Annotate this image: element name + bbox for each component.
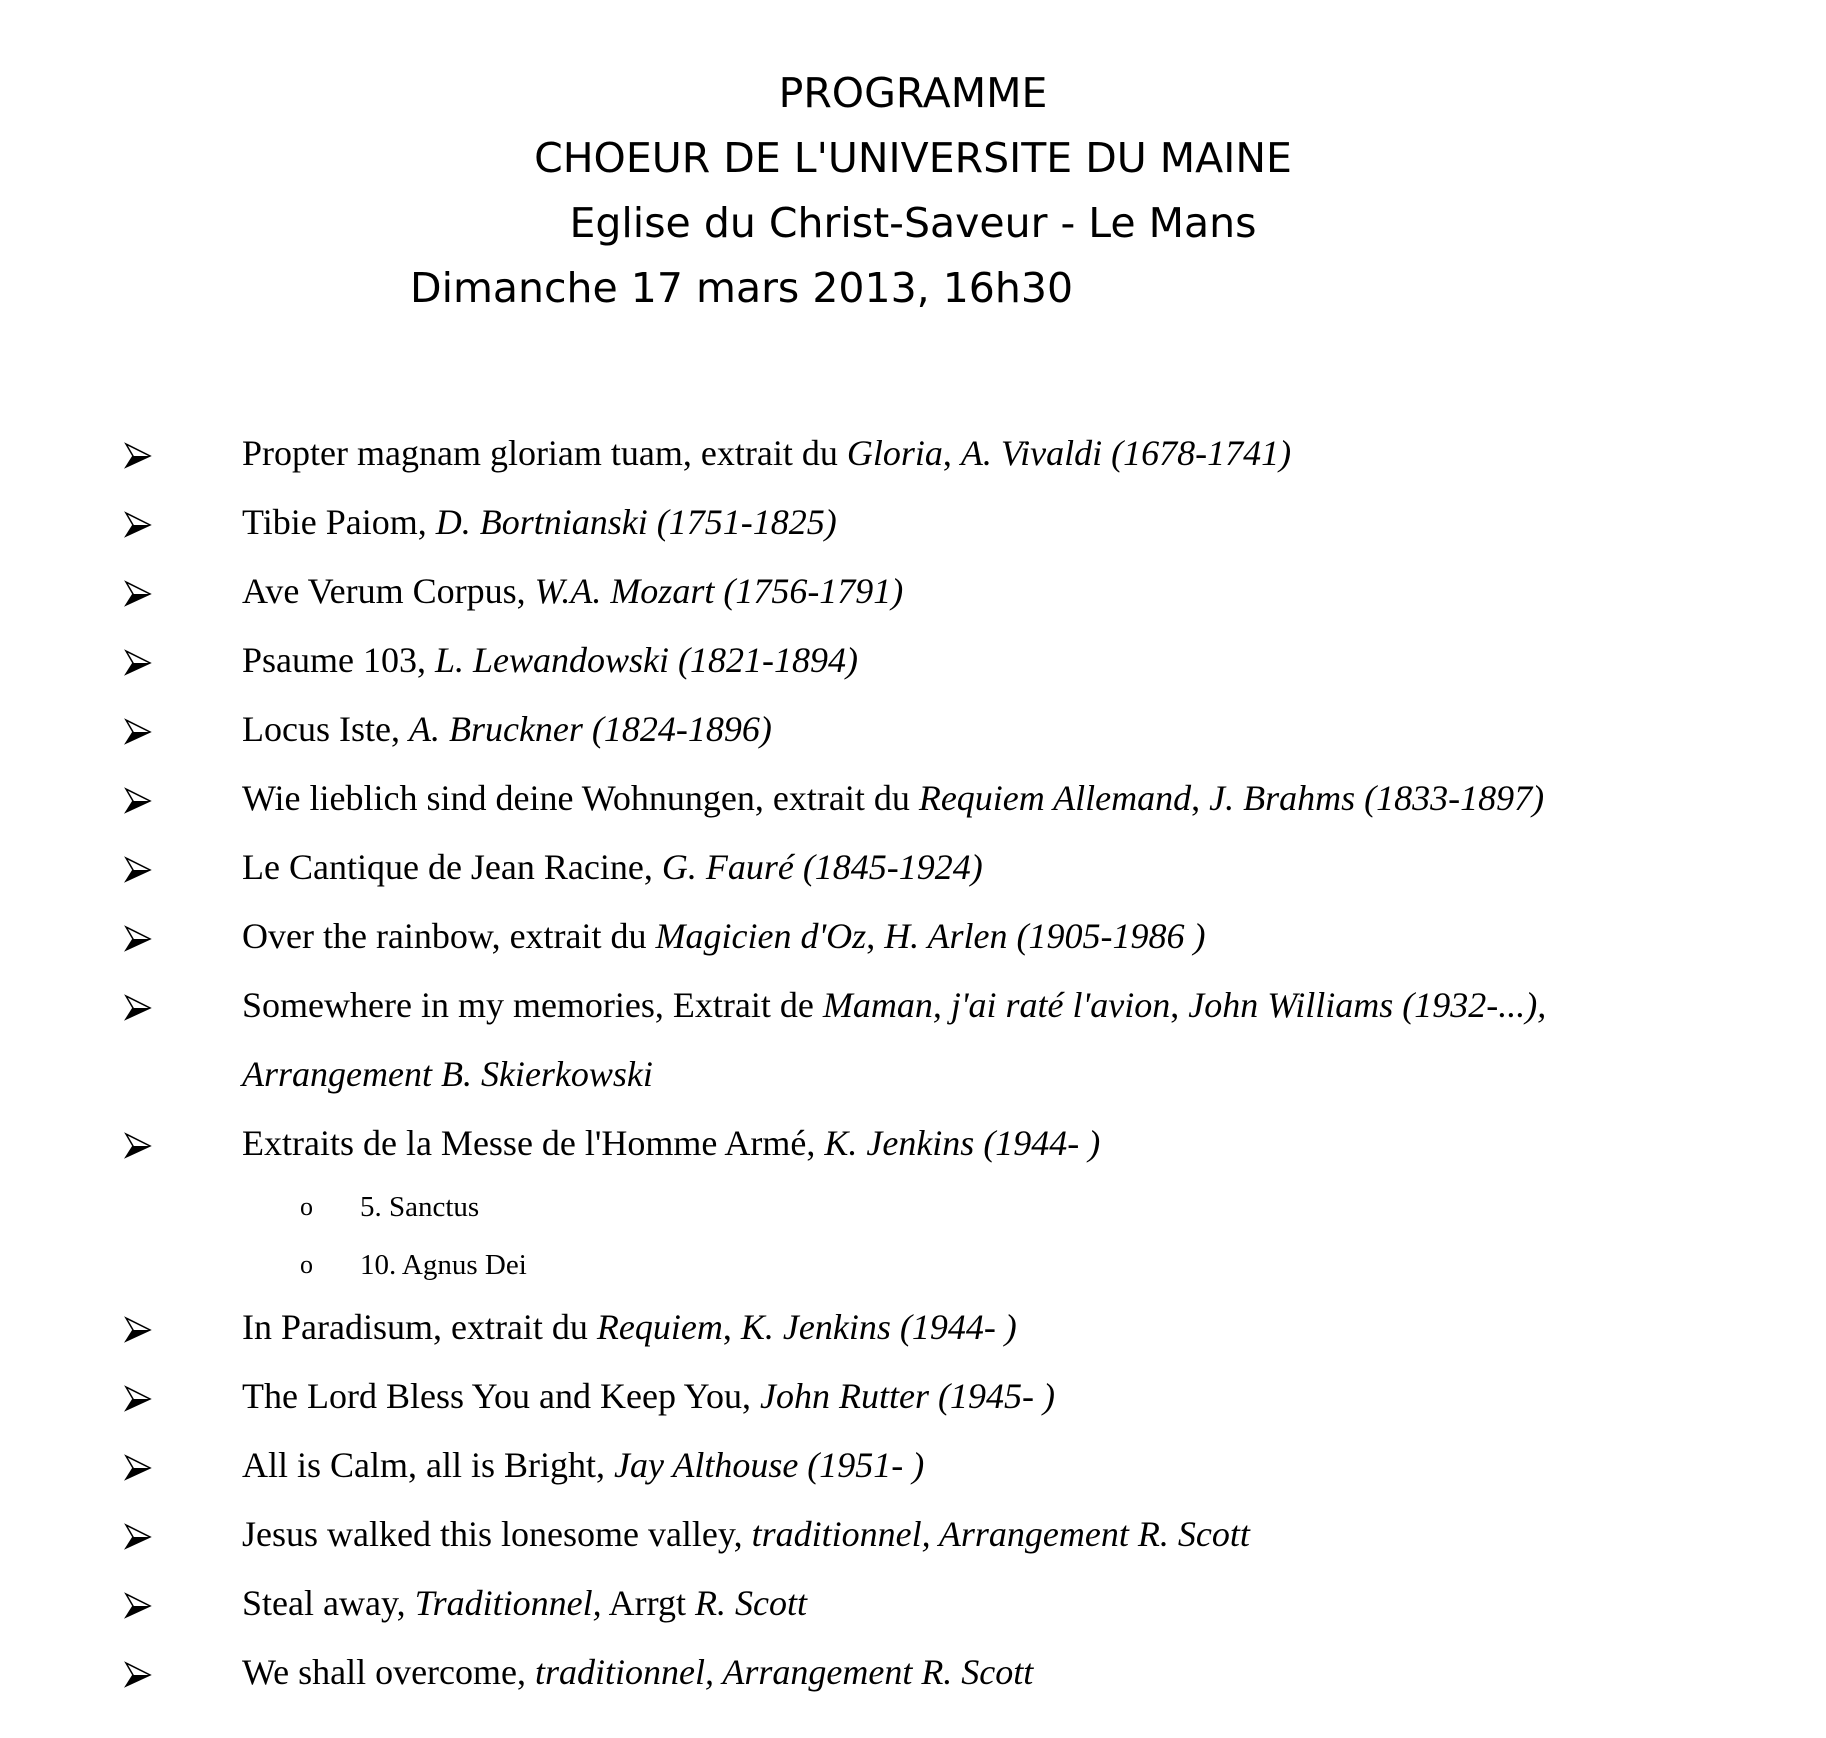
piece-title: Jesus walked this lonesome valley,	[242, 1514, 752, 1554]
piece-title: Wie lieblich sind deine Wohnungen, extrait du	[242, 778, 919, 818]
list-item	[0, 980, 1826, 1030]
work-title: Requiem	[596, 1307, 723, 1347]
list-item	[0, 1509, 1826, 1559]
piece-title: Ave Verum Corpus,	[242, 571, 535, 611]
composer: R. Scott	[694, 1583, 807, 1623]
list-item	[0, 1440, 1826, 1490]
arrowhead-bullet-icon	[124, 1131, 152, 1159]
arranger-continuation: Arrangement B. Skierkowski	[242, 1054, 653, 1094]
piece-title: The Lord Bless You and Keep You,	[242, 1376, 761, 1416]
composer: W.A. Mozart (1756-1791)	[534, 571, 904, 611]
composer: A. Vivaldi (1678-1741)	[960, 433, 1292, 473]
list-item	[0, 1371, 1826, 1421]
composer: traditionnel, Arrangement R. Scott	[535, 1652, 1034, 1692]
list-item	[0, 497, 1826, 547]
arrowhead-bullet-icon	[124, 1522, 152, 1550]
arrowhead-bullet-icon	[124, 1660, 152, 1688]
piece-title: Somewhere in my memories, Extrait de	[242, 985, 823, 1025]
composer: K. Jenkins (1944- )	[824, 1123, 1101, 1163]
work-title: Requiem Allemand	[918, 778, 1192, 818]
separator: ,	[866, 916, 885, 956]
composer: H. Arlen (1905-1986 )	[884, 916, 1206, 956]
composer: John Rutter (1945- )	[760, 1376, 1055, 1416]
list-item	[0, 428, 1826, 478]
arrowhead-bullet-icon	[124, 1384, 152, 1412]
arrowhead-bullet-icon	[124, 1591, 152, 1619]
arrowhead-bullet-icon	[124, 510, 152, 538]
piece-title: Le Cantique de Jean Racine,	[242, 847, 662, 887]
movement-title: 5. Sanctus	[360, 1191, 480, 1223]
composer: L. Lewandowski (1821-1894)	[435, 640, 858, 680]
piece-title: Locus Iste,	[242, 709, 409, 749]
list-item	[0, 911, 1826, 961]
list-item	[0, 1647, 1826, 1697]
composer: D. Bortnianski (1751-1825)	[435, 502, 837, 542]
piece-title: Psaume 103,	[242, 640, 435, 680]
arrowhead-bullet-icon	[124, 993, 152, 1021]
hollow-circle-bullet-icon: o	[300, 1250, 313, 1279]
list-item	[0, 1578, 1826, 1628]
composer: K. Jenkins (1944- )	[740, 1307, 1017, 1347]
venue: Eglise du Christ-Saveur - Le Mans	[569, 199, 1257, 247]
separator: Arrgt	[601, 1583, 695, 1623]
work-title: Magicien d'Oz	[655, 916, 867, 956]
composer: John Williams (1932-...),	[1188, 985, 1547, 1025]
composer: traditionnel, Arrangement R. Scott	[751, 1514, 1250, 1554]
arrowhead-bullet-icon	[124, 924, 152, 952]
arrowhead-bullet-icon	[124, 579, 152, 607]
list-item	[0, 566, 1826, 616]
arrowhead-bullet-icon	[124, 648, 152, 676]
work-title: Maman, j'ai raté l'avion	[822, 985, 1171, 1025]
arrowhead-bullet-icon	[124, 1315, 152, 1343]
arrowhead-bullet-icon	[124, 855, 152, 883]
list-item	[0, 1118, 1826, 1168]
piece-title: In Paradisum, extrait du	[242, 1307, 597, 1347]
arrowhead-bullet-icon	[124, 786, 152, 814]
work-title: Traditionnel,	[414, 1583, 602, 1623]
hollow-circle-bullet-icon: o	[300, 1192, 313, 1221]
piece-title: Extraits de la Messe de l'Homme Armé,	[242, 1123, 825, 1163]
piece-title: We shall overcome,	[242, 1652, 535, 1692]
composer: J. Brahms (1833-1897)	[1209, 778, 1545, 818]
arrowhead-bullet-icon	[124, 441, 152, 469]
list-item	[0, 842, 1826, 892]
programme-title: PROGRAMME	[778, 69, 1048, 117]
list-item	[0, 635, 1826, 685]
piece-title: All is Calm, all is Bright,	[242, 1445, 615, 1485]
work-title: Gloria	[846, 433, 943, 473]
list-item	[0, 773, 1826, 823]
date-time: Dimanche 17 mars 2013, 16h30	[410, 264, 1074, 312]
piece-title: Propter magnam gloriam tuam, extrait du	[242, 433, 847, 473]
list-item	[0, 1302, 1826, 1352]
arrowhead-bullet-icon	[124, 717, 152, 745]
piece-title: Over the rainbow, extrait du	[242, 916, 656, 956]
arrowhead-bullet-icon	[124, 1453, 152, 1481]
piece-title: Steal away,	[242, 1583, 415, 1623]
list-item	[0, 704, 1826, 754]
piece-title: Tibie Paiom,	[242, 502, 436, 542]
separator: ,	[722, 1307, 741, 1347]
composer: G. Fauré (1845-1924)	[661, 847, 983, 887]
separator: ,	[942, 433, 961, 473]
separator: ,	[1191, 778, 1210, 818]
composer: Jay Althouse (1951- )	[614, 1445, 925, 1485]
choir-name: CHOEUR DE L'UNIVERSITE DU MAINE	[534, 134, 1292, 182]
separator: ,	[1170, 985, 1189, 1025]
composer: A. Bruckner (1824-1896)	[408, 709, 772, 749]
movement-title: 10. Agnus Dei	[360, 1249, 527, 1281]
